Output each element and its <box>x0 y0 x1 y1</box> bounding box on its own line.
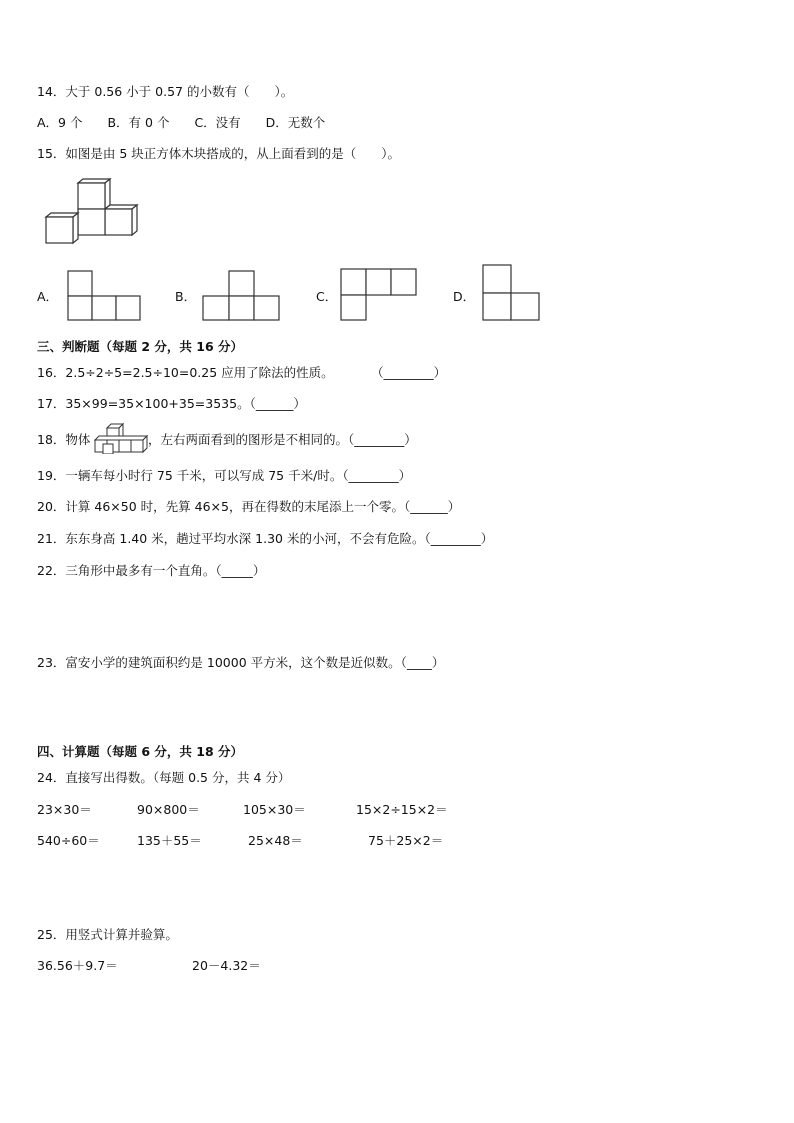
option-d-figure[interactable] <box>482 264 542 322</box>
question-21: 21．东东身高 1.40 米，趟过平均水深 1.30 米的小河，不会有危险。（________） <box>37 531 494 546</box>
calc-item: 540÷60＝ <box>37 833 100 848</box>
calc-item: 15×2÷15×2＝ <box>356 802 448 817</box>
question-18-suffix: ，左右两面看到的图形是不相同的。（________） <box>148 432 417 447</box>
question-25: 25．用竖式计算并验算。 <box>37 927 178 942</box>
object-figure <box>93 422 149 457</box>
question-14-options: A．9 个 B．有 0 个 C．没有 D．无数个 <box>37 115 326 130</box>
calc-item: 25×48＝ <box>248 833 303 848</box>
question-16: 16．2.5÷2÷5=2.5÷10=0.25 应用了除法的性质。 （________） <box>37 365 447 380</box>
calc-item: 135＋55＝ <box>137 833 202 848</box>
question-18-prefix: 18．物体 <box>37 432 91 447</box>
question-17: 17．35×99=35×100+35=3535。（______） <box>37 396 306 411</box>
question-14: 14．大于 0.56 小于 0.57 的小数有（ ）。 <box>37 84 294 99</box>
option-b-figure[interactable] <box>202 270 282 322</box>
question-20: 20．计算 46×50 时，先算 46×5，再在得数的末尾添上一个零。（______） <box>37 499 461 514</box>
section-4-title: 四、计算题（每题 6 分，共 18 分） <box>37 744 244 759</box>
calc-item: 36.56＋9.7＝ <box>37 958 118 973</box>
section-3-title: 三、判断题（每题 2 分，共 16 分） <box>37 339 244 354</box>
question-19: 19．一辆车每小时行 75 千米，可以写成 75 千米/时。（________） <box>37 468 412 483</box>
option-b-label: B． <box>175 289 197 304</box>
option-d-label: D． <box>453 289 476 304</box>
question-15: 15．如图是由 5 块正方体木块搭成的，从上面看到的是（ ）。 <box>37 146 401 161</box>
option-c-figure[interactable] <box>340 268 420 322</box>
cube-figure <box>44 178 140 246</box>
cube-figure-drawing <box>44 178 140 246</box>
calc-item: 105×30＝ <box>243 802 306 817</box>
calc-item: 75＋25×2＝ <box>368 833 444 848</box>
option-a-figure[interactable] <box>67 270 143 322</box>
calc-item: 20－4.32＝ <box>192 958 261 973</box>
question-24: 24．直接写出得数。（每题 0.5 分，共 4 分） <box>37 770 291 785</box>
option-a-label: A． <box>37 289 59 304</box>
question-22: 22．三角形中最多有一个直角。（_____） <box>37 563 266 578</box>
calc-item: 23×30＝ <box>37 802 92 817</box>
question-23: 23．富安小学的建筑面积约是 10000 平方米，这个数是近似数。（____） <box>37 655 445 670</box>
calc-item: 90×800＝ <box>137 802 200 817</box>
option-c-label: C． <box>316 289 338 304</box>
